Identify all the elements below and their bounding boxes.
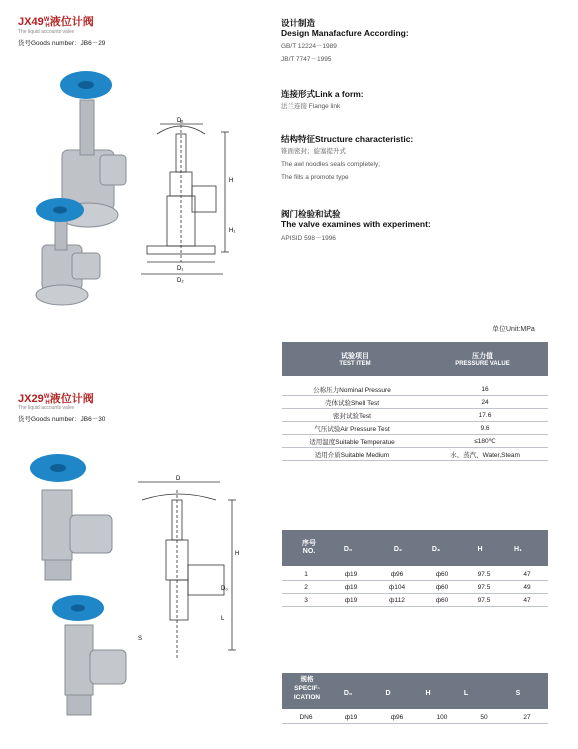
dim-cell: 97.5 [462, 581, 506, 594]
dim-cell: 47 [506, 568, 548, 581]
dim-col-h1: H₁ [514, 546, 522, 553]
table-row [282, 435, 548, 448]
pressure-item-cell: 适用介质Suitable Medium [282, 448, 422, 461]
table-row [282, 396, 548, 409]
dim-table [282, 568, 548, 607]
dim-cell: 97.5 [462, 594, 506, 607]
spec-col-d0: D₀ [343, 690, 353, 697]
product2-drawing [128, 470, 248, 670]
design-title-en: Design Manafacfure According: [281, 28, 409, 38]
product2-model: $JX29^W_H$液位计阀 [18, 393, 94, 406]
pressure-item-cell: 气压试验Air Pressure Test [282, 422, 422, 435]
dim-cell: ф19 [330, 568, 372, 581]
product2-valve-photos [20, 450, 135, 735]
product1-valve-photos [20, 55, 135, 320]
product1-desc: The liquid accounts valve [18, 29, 75, 35]
spec-col-l: L [463, 690, 469, 697]
dim-cell: ф60 [422, 594, 462, 607]
svg-text:L: L [221, 616, 225, 622]
dim-cell: 1 [282, 568, 330, 581]
table-row [282, 581, 548, 594]
structure-line-3: The fills a promote type [281, 174, 349, 181]
spec-col-h: H [425, 690, 431, 697]
spec-cell: 100 [422, 711, 462, 724]
svg-text:D₁: D₁ [177, 266, 184, 272]
dim-cell: 3 [282, 594, 330, 607]
pressure-value-cell: ≤180℃ [422, 435, 548, 448]
pressure-value-cell: 24 [422, 396, 548, 409]
pressure-value-cell: 9.6 [422, 422, 548, 435]
pressure-item-cell: 公称压力Nominal Pressure [282, 383, 422, 396]
test-title-en: The valve examines with experiment: [281, 219, 431, 229]
design-line-1: GB/T 12224－1989 [281, 43, 337, 50]
structure-line-2: The awl noodles seals completely; [281, 161, 380, 168]
table-row [282, 711, 548, 724]
link-line: 法兰连接 Flange link [281, 103, 341, 110]
pressure-header-value: 压力值 PRESSURE VALUE [455, 353, 510, 367]
dim-col-h: H [477, 546, 483, 553]
spec-col-s: S [515, 690, 521, 697]
dim-col-d0: D₀ [343, 546, 353, 553]
dim-cell: 47 [506, 594, 548, 607]
design-title-cn: 设计制造 [281, 18, 316, 28]
pressure-item-cell: 壳体试验Shell Test [282, 396, 422, 409]
product1-goods-number: 货号Goods number：JB6－29 [18, 40, 106, 47]
test-title-cn: 阀门检验和试验 [281, 209, 341, 219]
dim-cell: ф19 [330, 581, 372, 594]
pressure-value-cell: 16 [422, 383, 548, 396]
spec-table [282, 711, 548, 724]
spec-header-label: 规格 SPECIF- ICATION [293, 676, 321, 701]
svg-text:D₂: D₂ [177, 278, 184, 284]
svg-text:D₀: D₀ [221, 586, 228, 592]
product2-goods-number: 货号Goods number：JB6－30 [18, 416, 106, 423]
dim-header-no: 序号 NO. [302, 540, 316, 555]
product2-desc: The liquid accounts valve [18, 405, 75, 411]
dim-cell: ф60 [422, 581, 462, 594]
product1-model: $JX49^W_H$液位计阀 [18, 16, 94, 29]
table-row [282, 448, 548, 461]
table-row [282, 568, 548, 581]
pressure-value-cell: 水、蒸汽、Water,Steam [422, 448, 548, 461]
table-row [282, 383, 548, 396]
dim-cell: ф60 [422, 568, 462, 581]
pressure-header-item: 试验项目 TEST ITEM [339, 353, 371, 367]
test-line: APISID 598－1996 [281, 235, 336, 242]
spec-cell: ф96 [372, 711, 422, 724]
structure-title: 结构特征Structure characteristic: [281, 134, 414, 144]
svg-text:S: S [138, 636, 143, 642]
design-line-2: JB/T 7747－1995 [281, 56, 332, 63]
dim-cell: 2 [282, 581, 330, 594]
svg-text:D: D [176, 476, 181, 482]
dim-cell: 49 [506, 581, 548, 594]
link-title: 连接形式Link a form: [281, 89, 364, 99]
dim-cell: ф104 [372, 581, 422, 594]
table-row [282, 594, 548, 607]
spec-cell: 50 [462, 711, 506, 724]
spec-col-d: D [385, 690, 391, 697]
pressure-item-cell: 密封试验Test [282, 409, 422, 422]
unit-label: 单位Unit:MPa [492, 326, 535, 333]
pressure-item-cell: 适用温度Suitable Temperatue [282, 435, 422, 448]
dim-cell: ф96 [372, 568, 422, 581]
spec-cell: DN6 [282, 711, 330, 724]
table-row [282, 422, 548, 435]
pressure-value-cell: 17.6 [422, 409, 548, 422]
dim-cell: ф112 [372, 594, 422, 607]
dim-col-d3: D₃ [431, 546, 441, 553]
spec-cell: ф19 [330, 711, 372, 724]
svg-text:H: H [235, 551, 240, 557]
spec-cell: 27 [506, 711, 548, 724]
dim-cell: ф19 [330, 594, 372, 607]
table-row [282, 409, 548, 422]
dim-col-d2: D₂ [393, 546, 403, 553]
svg-text:H: H [229, 178, 234, 184]
valve-photo-3 [30, 454, 112, 580]
svg-text:H₁: H₁ [229, 228, 236, 234]
structure-line-1: 锥面密封；旋塞提升式 [281, 148, 346, 155]
dim-cell: 97.5 [462, 568, 506, 581]
product1-drawing [135, 112, 245, 292]
svg-text:D₁: D₁ [177, 118, 184, 124]
valve-photo-4 [52, 595, 126, 715]
pressure-table [282, 383, 548, 461]
